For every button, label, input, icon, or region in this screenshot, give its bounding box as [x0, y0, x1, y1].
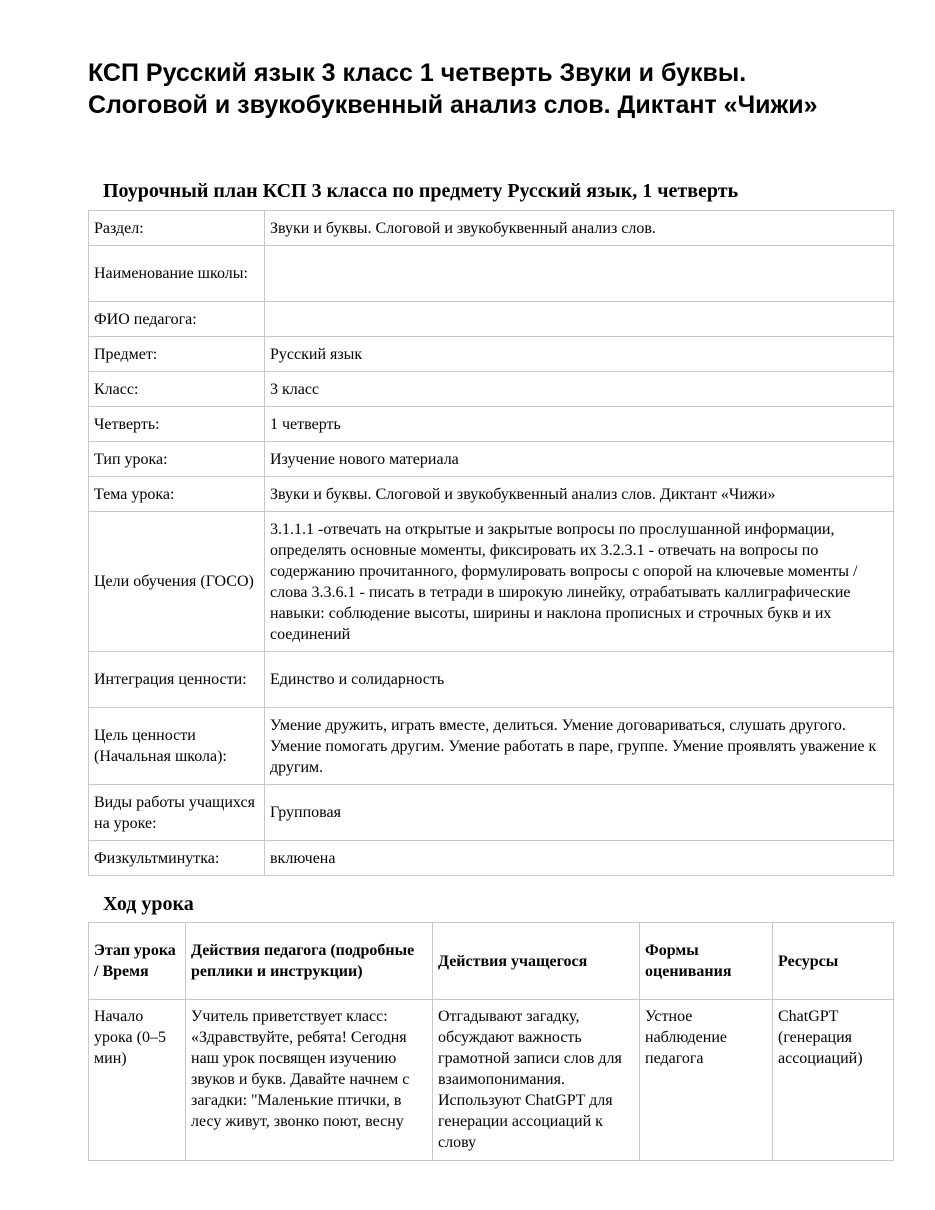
column-header-resources: Ресурсы [773, 923, 894, 1000]
cell-teacher: Учитель приветствует класс: «Здравствуйте, ребята! Сегодня наш урок посвящен изучению звуков и букв. Давайте начнем с загадки: "Маленькие птички, в лесу живут, звонко поют, весну [186, 1000, 433, 1161]
table-row [89, 785, 894, 841]
table-row [89, 372, 894, 407]
row-value: Изучение нового материала [265, 442, 894, 477]
row-value: Единство и солидарность [265, 652, 894, 708]
row-value [265, 246, 894, 302]
table-row [89, 708, 894, 785]
lesson-plan-table [88, 210, 894, 876]
row-label: Физкультминутка: [89, 841, 265, 876]
row-value: включена [265, 841, 894, 876]
lesson-progress-table [88, 922, 894, 1161]
row-value: Умение дружить, играть вместе, делиться. Умение договариваться, слушать другого. Умение помогать другим. Умение работать в паре, группе. Умение проявлять уважение к другим. [265, 708, 894, 785]
table-row [89, 442, 894, 477]
row-label: Тема урока: [89, 477, 265, 512]
document-title: КСП Русский язык 3 класс 1 четверть Звуки и буквы. Слоговой и звукобуквенный анализ слов. Диктант «Чижи» [88, 59, 818, 119]
table-row [89, 211, 894, 246]
row-label: Виды работы учащихся на уроке: [89, 785, 265, 841]
lesson-heading: Ход урока [103, 893, 194, 915]
cell-student: Отгадывают загадку, обсуждают важность грамотной записи слов для взаимопонимания. Используют ChatGPT для генерации ассоциаций к слову [433, 1000, 640, 1161]
plan-heading: Поурочный план КСП 3 класса по предмету Русский язык, 1 четверть [103, 180, 739, 202]
row-label: Цели обучения (ГОСО) [89, 512, 265, 652]
column-header-assessment: Формы оценивания [640, 923, 773, 1000]
table-row [89, 246, 894, 302]
row-label: Класс: [89, 372, 265, 407]
table-row [89, 512, 894, 652]
column-header-teacher: Действия педагога (подробные реплики и инструкции) [186, 923, 433, 1000]
table-header-row [89, 923, 894, 1000]
row-value: 3 класс [265, 372, 894, 407]
table-row [89, 407, 894, 442]
column-header-stage: Этап урока / Время [89, 923, 186, 1000]
table-row [89, 841, 894, 876]
column-header-student: Действия учащегося [433, 923, 640, 1000]
row-value: Русский язык [265, 337, 894, 372]
table-row [89, 302, 894, 337]
row-label: ФИО педагога: [89, 302, 265, 337]
table-row [89, 652, 894, 708]
table-row [89, 337, 894, 372]
table-row [89, 477, 894, 512]
row-value [265, 302, 894, 337]
row-value: 3.1.1.1 -отвечать на открытые и закрытые вопросы по прослушанной информации, определять основные моменты, фиксировать их 3.2.3.1 - отвечать на вопросы по содержанию прочитанного, формулировать вопросы с опорой на ключевые моменты / слова 3.3.6.1 - писать в тетради в широкую линейку, отрабатывать каллиграфические навыки: соблюдение высоты, ширины и наклона прописных и строчных букв и их соединений [265, 512, 894, 652]
cell-resources: ChatGPT (генерация ассоциаций) [773, 1000, 894, 1161]
cell-assessment: Устное наблюдение педагога [640, 1000, 773, 1161]
cell-stage: Начало урока (0–5 мин) [89, 1000, 186, 1161]
row-label: Четверть: [89, 407, 265, 442]
row-value: Групповая [265, 785, 894, 841]
row-value: Звуки и буквы. Слоговой и звукобуквенный анализ слов. Диктант «Чижи» [265, 477, 894, 512]
row-label: Наименование школы: [89, 246, 265, 302]
row-label: Интеграция ценности: [89, 652, 265, 708]
row-label: Тип урока: [89, 442, 265, 477]
row-value: Звуки и буквы. Слоговой и звукобуквенный анализ слов. [265, 211, 894, 246]
row-label: Предмет: [89, 337, 265, 372]
row-label: Цель ценности (Начальная школа): [89, 708, 265, 785]
table-row [89, 1000, 894, 1161]
row-value: 1 четверть [265, 407, 894, 442]
row-label: Раздел: [89, 211, 265, 246]
